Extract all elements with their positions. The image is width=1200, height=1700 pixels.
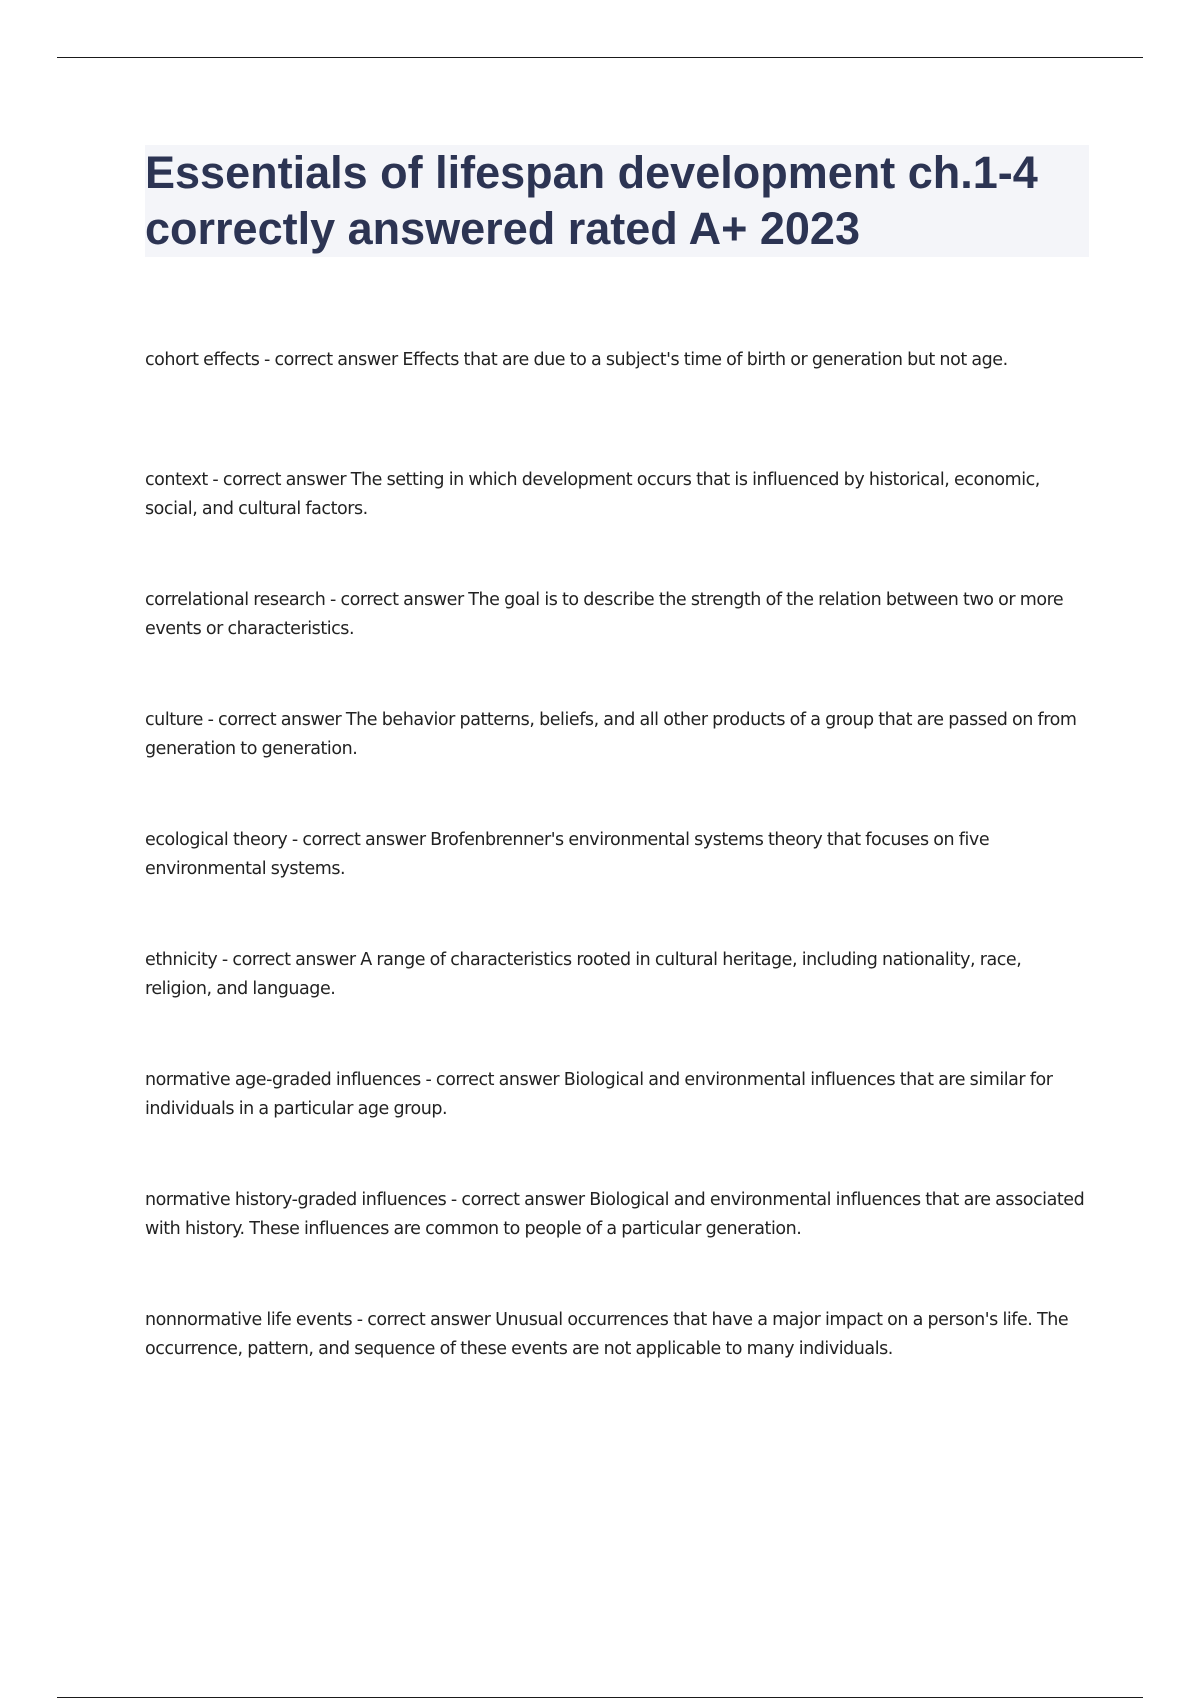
footer-rule [57, 1697, 1143, 1698]
list-item: nonnormative life events - correct answer Unusual occurrences that have a major impact on a person's life. The occurrence, pattern, and sequence of these events are not applicable to many individuals. [145, 1310, 1069, 1359]
list-item: culture - correct answer The behavior patterns, beliefs, and all other products of a group that are passed on from generation to generation. [145, 710, 1077, 759]
entry-list [145, 346, 1085, 1426]
document-title: Essentials of lifespan development ch.1-4 correctly answered rated A+ 2023 [145, 147, 1038, 254]
list-item: correlational research - correct answer The goal is to describe the strength of the relation between two or more events or characteristics. [145, 590, 1064, 639]
list-item: context - correct answer The setting in which development occurs that is influenced by historical, economic, social, and cultural factors. [145, 470, 1040, 519]
list-item: normative history-graded influences - correct answer Biological and environmental influences that are associated with history. These influences are common to people of a particular generation. [145, 1190, 1085, 1239]
list-item: cohort effects - correct answer Effects that are due to a subject's time of birth or generation but not age. [145, 350, 1008, 370]
title-block [145, 145, 1089, 257]
list-item: ethnicity - correct answer A range of characteristics rooted in cultural heritage, including nationality, race, religion, and language. [145, 950, 1022, 999]
list-item: normative age-graded influences - correct answer Biological and environmental influences that are similar for individuals in a particular age group. [145, 1070, 1053, 1119]
header-rule [57, 57, 1143, 58]
list-item: ecological theory - correct answer Brofenbrenner's environmental systems theory that focuses on five environmental systems. [145, 830, 990, 879]
